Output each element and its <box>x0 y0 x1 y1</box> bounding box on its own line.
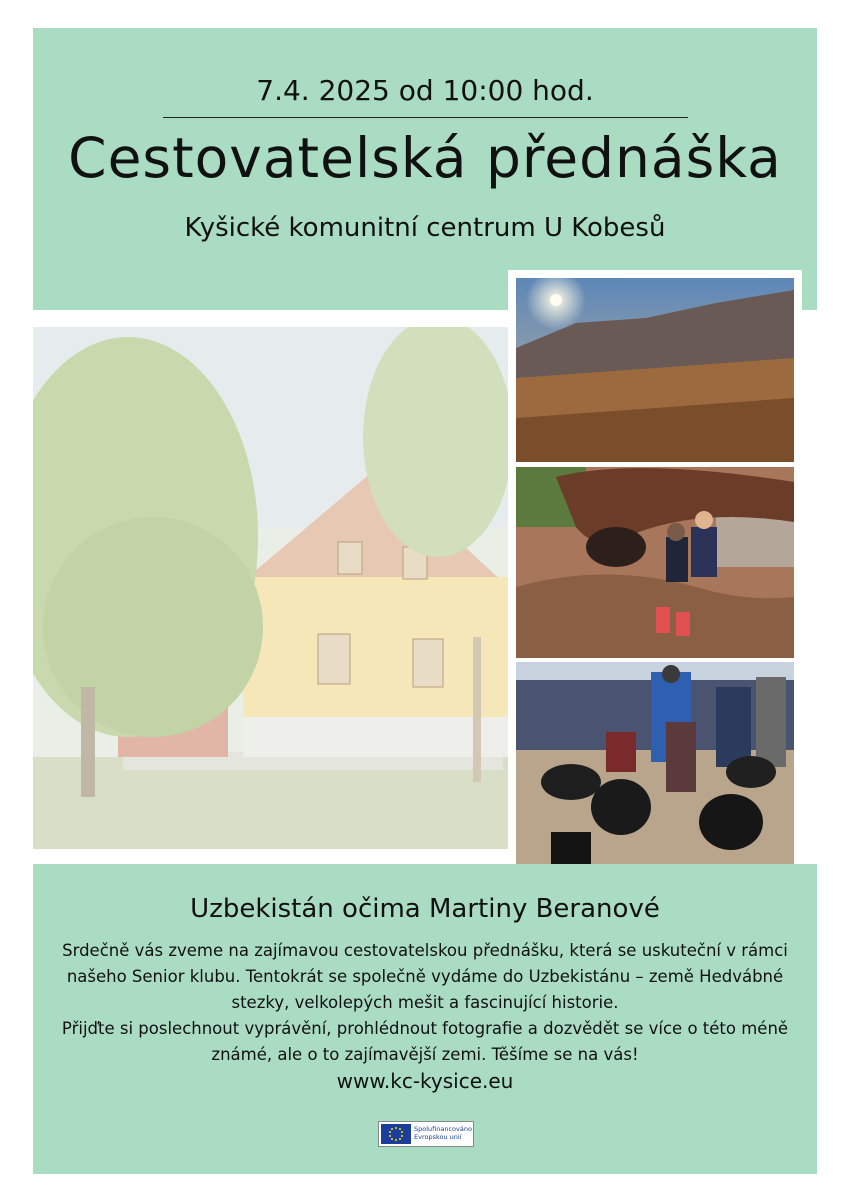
photo-collage <box>508 270 802 876</box>
closing-paragraph: Přijďte si poslechnout vyprávění, prohlédnout fotografie a dozvědět se více o této méně známé, ale o to zajímavější zemi. Těšíme se na vás! <box>61 1019 789 1064</box>
house-photo <box>33 327 508 849</box>
mountain-sunset-photo <box>516 278 794 462</box>
divider <box>163 117 688 118</box>
invitation-paragraph: Srdečně vás zveme na zajímavou cestovatelskou přednášku, která se uskuteční v rámci našeho Senior klubu. Tentokrát se společně vydáme do Uzbekistánu – země Hedvábné stezky, velkolepých mešit a fascinující historie. <box>62 941 788 1012</box>
website-link[interactable]: www.kc-kysice.eu <box>336 1069 514 1093</box>
event-date: 7.4. 2025 od 10:00 hod. <box>256 74 594 107</box>
eu-funding-badge <box>378 1121 474 1147</box>
header-panel <box>33 28 817 310</box>
eu-flag-icon <box>381 1124 411 1144</box>
lecture-subtitle: Uzbekistán očima Martiny Beranové <box>190 894 660 924</box>
venue-name: Kyšické komunitní centrum U Kobesů <box>184 213 666 243</box>
livestock-market-photo <box>516 662 794 869</box>
tree-trunk-photo <box>516 467 794 658</box>
eu-funding-text: Spolufinancováno Evropskou unií <box>414 1125 472 1141</box>
details-panel <box>33 864 817 1174</box>
poster-title: Cestovatelská přednáška <box>68 126 782 190</box>
